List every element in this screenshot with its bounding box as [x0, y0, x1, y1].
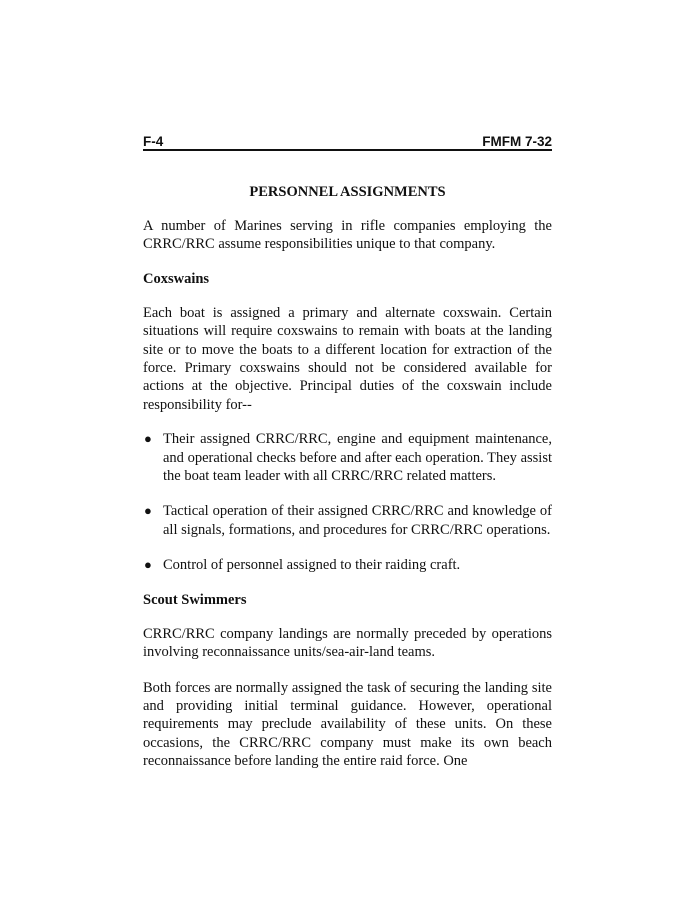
list-item-text: Their assigned CRRC/RRC, engine and equipment maintenance, and operational checks before and after each operation. They assist the boat team leader with all CRRC/RRC related matters. [163, 431, 552, 485]
intro-paragraph: A number of Marines serving in rifle companies employing the CRRC/RRC assume responsibilities unique to that company. [143, 218, 552, 253]
section-title: PERSONNEL ASSIGNMENTS [249, 184, 446, 200]
document-page [143, 134, 552, 771]
page-header [143, 134, 552, 151]
list-item [143, 556, 552, 574]
publication-id: FMFM 7-32 [482, 134, 552, 149]
list-item [143, 430, 552, 485]
coxswains-heading: Coxswains [143, 270, 210, 287]
list-item-text: Tactical operation of their assigned CRRC/RRC and knowledge of all signals, formations, and procedures for CRRC/RRC operations. [163, 503, 552, 538]
bullet-icon: ● [144, 431, 152, 447]
scout-swimmers-heading: Scout Swimmers [143, 591, 247, 608]
coxswain-duties-list [143, 430, 552, 574]
scout-swimmers-paragraph-1: CRRC/RRC company landings are normally preceded by operations involving reconnaissance units/sea-air-land teams. [143, 625, 552, 661]
coxswains-paragraph: Each boat is assigned a primary and alternate coxswain. Certain situations will require coxswains to remain with boats at the landing site or to move the boats to a different location for extraction of the force. Primary coxswains should not be considered available for actions at the objective. Principal duties of the coxswain include responsibility for-- [143, 304, 552, 413]
page-number: F-4 [143, 134, 164, 149]
bullet-icon: ● [144, 557, 152, 573]
bullet-icon: ● [144, 503, 152, 519]
list-item [143, 502, 552, 539]
list-item-text: Control of personnel assigned to their raiding craft. [163, 557, 461, 574]
scout-swimmers-paragraph-2: Both forces are normally assigned the task of securing the landing site and providing initial terminal guidance. However, operational requirements may preclude availability of these units. On these occasions, the CRRC/RRC company must make its own beach reconnaissance before landing the entire raid force. One [143, 679, 552, 770]
